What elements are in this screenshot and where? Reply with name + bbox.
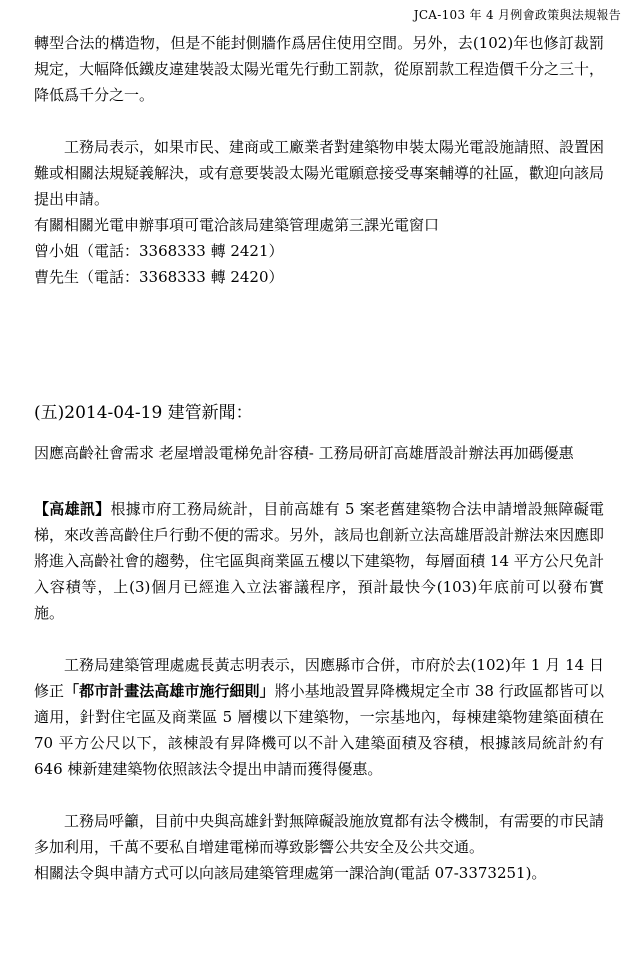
news-paragraph-2-b: 將小基地設置昇降機規定全市 38 行政區都皆可以適用，針對住宅區及商業區 5 層樓以下建築物，一宗基地內，每棟建築物建築面積在 70 平方公尺以下，該棟設有昇降機可以不計入建築面積及容積，根據該局統計約有 646 棟新建建築物依照該法令提出申請而獲得優惠。 xyxy=(34,682,604,778)
contact-2: 曹先生（電話：3368333 轉 2420） xyxy=(34,268,284,286)
document-body xyxy=(34,30,604,886)
news-tag: 【高雄訊】 xyxy=(34,500,111,518)
intro-paragraph-2: 工務局表示，如果市民、建商或工廠業者對建築物申裝太陽光電設施請照、設置困難或相關法規疑義解決，或有意要裝設太陽光電願意接受專案輔導的社區，歡迎向該局提出申請。 xyxy=(34,138,605,208)
contact-1: 曾小姐（電話：3368333 轉 2421） xyxy=(34,242,284,260)
news-paragraph-2-a: 工務局建築管理處處長黃志明表示，因應縣市合併，市府於去(102)年 1 月 14 日修正 xyxy=(34,656,604,700)
contact-line: 有關相關光電申辦事項可電洽該局建築管理處第三課光電窗口 xyxy=(34,216,440,234)
news-headline: 因應高齡社會需求 老屋增設電梯免計容積- 工務局研訂高雄厝設計辦法再加碼優惠 xyxy=(34,444,574,462)
section-title: (五)2014-04-19 建管新聞： xyxy=(34,403,253,423)
news-paragraph-4: 相關法令與申請方式可以向該局建築管理處第一課洽詢(電話 07-3373251)。 xyxy=(34,864,547,882)
regulation-name: 「都市計畫法高雄市施行細則」 xyxy=(64,682,275,700)
news-paragraph-3: 工務局呼籲，目前中央與高雄針對無障礙設施放寬都有法令機制，有需要的市民請多加利用，千萬不要私自增建電梯而導致影響公共安全及公共交通。 xyxy=(34,812,605,856)
intro-paragraph-1: 轉型合法的構造物，但是不能封側牆作爲居住使用空間。另外，去(102)年也修訂裁罰規定，大幅降低鐵皮違建裝設太陽光電先行動工罰款，從原罰款工程造價千分之三十，降低爲千分之一。 xyxy=(34,34,605,104)
news-paragraph-1-text: 根據市府工務局統計，目前高雄有 5 案老舊建築物合法申請增設無障礙電梯，來改善高齡住戶行動不便的需求。另外，該局也創新立法高雄厝設計辦法來因應即將進入高齡社會的趨勢，住宅區與商業區五樓以下建築物，每層面積 14 平方公尺免計入容積等，上(3)個月已經進入立法審議程序，預計最快今(103)年底前可以發布實施。 xyxy=(34,500,605,622)
news-paragraph-2 xyxy=(34,652,604,782)
news-paragraph-1 xyxy=(34,496,604,626)
page-header: JCA-103 年 4 月例會政策與法規報告 xyxy=(413,8,621,22)
